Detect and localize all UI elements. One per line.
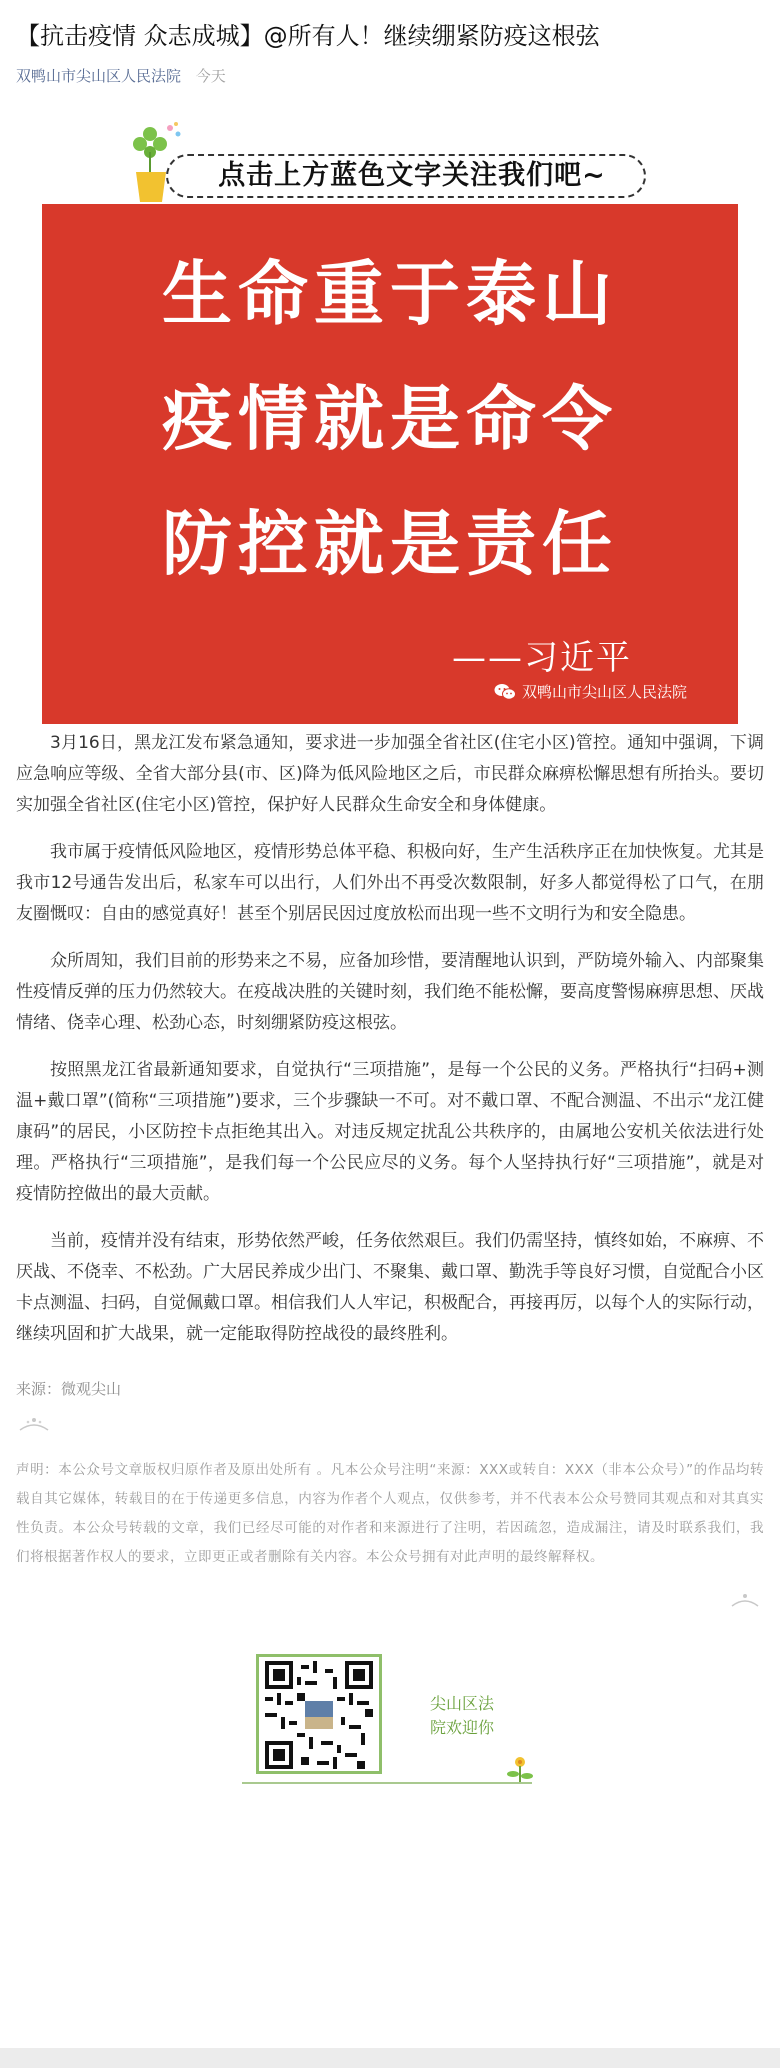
qr-caption [430, 1692, 494, 1740]
qr-caption-line-2: 院欢迎你 [430, 1718, 495, 1737]
flower-icon [502, 1752, 538, 1786]
article-meta [16, 64, 226, 88]
copyright-disclaimer: 声明：本公众号文章版权归原作者及原出处所有 。凡本公众号注明“来源：XXX或转自：XXX（非本公众号）”的作品均转载自其它媒体，转载目的在于传递更多信息，内容为作者个人观点，仅供参考，并不代表本公众号赞同其观点和对其真实性负责。本公众号转载的文章，我们已经尽可能的对作者和来源进行了注明，若因疏忽，造成漏注，请及时联系我们，我们将根据著作权人的要求，立即更正或者删除有关内容。本公众号拥有对此声明的最终解释权。 [16, 1462, 764, 1565]
article-paragraph-4: 按照黑龙江省最新通知要求，自觉执行“三项措施”，是每一个公民的义务。严格执行“扫码+测温+戴口罩”(简称“三项措施”)要求，三个步骤缺一不可。对不戴口罩、不配合测温、不出示“龙江健康码”的居民，小区防控卡点拒绝其出入。对违反规定扰乱公共秩序的，由属地公安机关依法进行处理。严格执行“三项措施”，是我们每一个公民应尽的义务。每个人坚持执行好“三项措施”，就是对疫情防控做出的最大贡献。 [16, 1060, 764, 1204]
article-paragraph-2: 我市属于疫情低风险地区，疫情形势总体平稳、积极向好，生产生活秩序正在加快恢复。尤其是我市12号通告发出后，私家车可以出行，人们外出不再受次数限制，好多人都觉得松了口气，在朋友圈慨叹：自由的感觉真好！甚至个别居民因过度放松而出现一些不文明行为和安全隐患。 [16, 842, 764, 924]
article-source: 来源：微观尖山 [16, 1380, 122, 1398]
poster-line-2: 疫情就是命令 [162, 378, 618, 460]
divider-ornament-icon [730, 1590, 760, 1612]
account-name-link[interactable]: 双鸭山市尖山区人民法院 [16, 67, 182, 85]
follow-text[interactable]: 点击上方蓝色文字关注我们吧~ [218, 160, 606, 191]
qr-caption-line-1: 尖山区法 [430, 1694, 495, 1713]
poster-signature: ——习近平 [452, 638, 632, 678]
follow-banner [126, 122, 656, 206]
footer-bar [0, 2048, 780, 2068]
qr-code-icon [265, 1661, 373, 1769]
qr-divider [242, 1782, 532, 1784]
article-body [16, 728, 764, 1366]
article-paragraph-5: 当前，疫情并没有结束，形势依然严峻，任务依然艰巨。我们仍需坚持，慎终如始，不麻痹、不厌战、不侥幸、不松劲。广大居民养成少出门、不聚集、戴口罩、勤洗手等良好习惯，自觉配合小区卡点测温、扫码，自觉佩戴口罩。相信我们人人牢记，积极配合，再接再厉，以每个人的实际行动，继续巩固和扩大战果，就一定能取得防控战役的最终胜利。 [16, 1231, 764, 1344]
poster-line-1: 生命重于泰山 [162, 253, 618, 335]
poster-watermark [494, 682, 687, 702]
article-paragraph-3: 众所周知，我们目前的形势来之不易，应备加珍惜，要清醒地认识到，严防境外输入、内部聚集性疫情反弹的压力仍然较大。在疫战决胜的关键时刻，我们绝不能松懈，要高度警惕麻痹思想、厌战情绪、侥幸心理、松劲心态，时刻绷紧防疫这根弦。 [16, 951, 764, 1033]
poster-watermark-text: 双鸭山市尖山区人民法院 [522, 683, 688, 701]
wechat-icon [494, 683, 516, 701]
poster-line-3: 防控就是责任 [162, 503, 618, 585]
divider-ornament-icon [16, 1412, 52, 1436]
slogan-poster-image [42, 204, 738, 724]
publish-date: 今天 [195, 67, 226, 85]
article-paragraph-1: 3月16日，黑龙江发布紧急通知，要求进一步加强全省社区(住宅小区)管控。通知中强调，下调应急响应等级、全省大部分县(市、区)降为低风险地区之后，市民群众麻痹松懈思想有所抬头。要切实加强全省社区(住宅小区)管控，保护好人民群众生命安全和身体健康。 [16, 733, 764, 815]
article-title: 【抗击疫情 众志成城】@所有人！继续绷紧防疫这根弦 [16, 22, 600, 50]
qr-code-card[interactable] [256, 1654, 382, 1774]
